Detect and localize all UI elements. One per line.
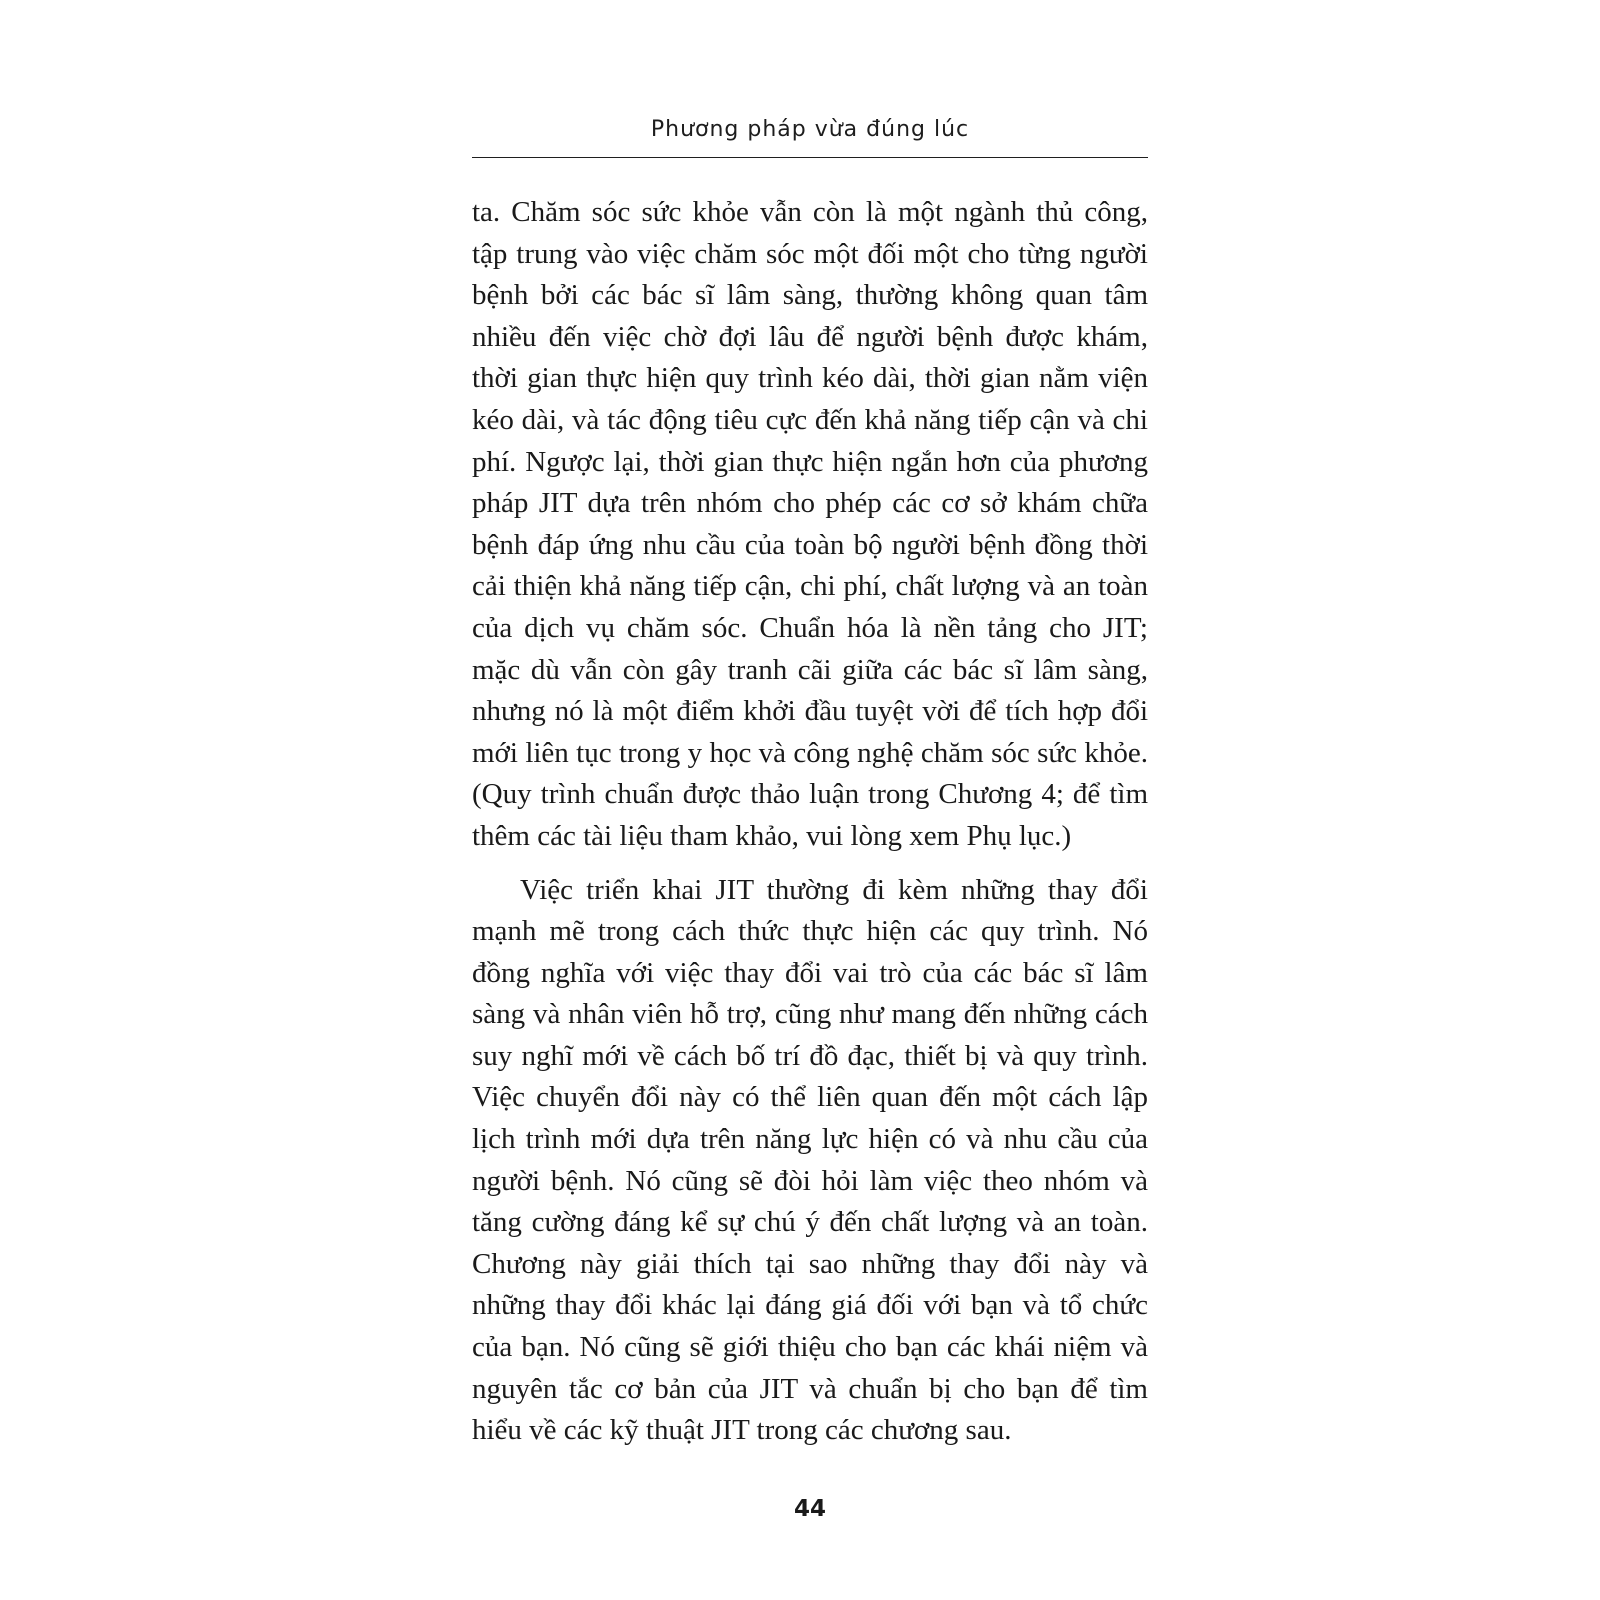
body-text [472, 192, 1148, 1452]
running-header-title: Phương pháp vừa đúng lúc [650, 117, 970, 142]
page-number: 44 [793, 1496, 826, 1522]
header-divider [472, 157, 1148, 158]
paragraph-2: Việc triển khai JIT thường đi kèm những thay đổi mạnh mẽ trong cách thức thực hiện các quy trình. Nó đồng nghĩa với việc thay đổi vai trò của các bác sĩ lâm sàng và nhân viên hỗ trợ, cũng như mang đến những cách suy nghĩ mới về cách bố trí đồ đạc, thiết bị và quy trình. Việc chuyển đổi này có thể liên quan đến một cách lập lịch trình mới dựa trên năng lực hiện có và nhu cầu của người bệnh. Nó cũng sẽ đòi hỏi làm việc theo nhóm và tăng cường đáng kể sự chú ý đến chất lượng và an toàn. Chương này giải thích tại sao những thay đổi này và những thay đổi khác lại đáng giá đối với bạn và tổ chức của bạn. Nó cũng sẽ giới thiệu cho bạn các khái niệm và nguyên tắc cơ bản của JIT và chuẩn bị cho bạn để tìm hiểu về các kỹ thuật JIT trong các chương sau. [472, 873, 1148, 1447]
paragraph-1: ta. Chăm sóc sức khỏe vẫn còn là một ngành thủ công, tập trung vào việc chăm sóc một đối một cho từng người bệnh bởi các bác sĩ lâm sàng, thường không quan tâm nhiều đến việc chờ đợi lâu để người bệnh được khám, thời gian thực hiện quy trình kéo dài, thời gian nằm viện kéo dài, và tác động tiêu cực đến khả năng tiếp cận và chi phí. Ngược lại, thời gian thực hiện ngắn hơn của phương pháp JIT dựa trên nhóm cho phép các cơ sở khám chữa bệnh đáp ứng nhu cầu của toàn bộ người bệnh đồng thời cải thiện khả năng tiếp cận, chi phí, chất lượng và an toàn của dịch vụ chăm sóc. Chuẩn hóa là nền tảng cho JIT; mặc dù vẫn còn gây tranh cãi giữa các bác sĩ lâm sàng, nhưng nó là một điểm khởi đầu tuyệt vời để tích hợp đổi mới liên tục trong y học và công nghệ chăm sóc sức khỏe. (Quy trình chuẩn được thảo luận trong Chương 4; để tìm thêm các tài liệu tham khảo, vui lòng xem Phụ lục.) [472, 196, 1148, 852]
